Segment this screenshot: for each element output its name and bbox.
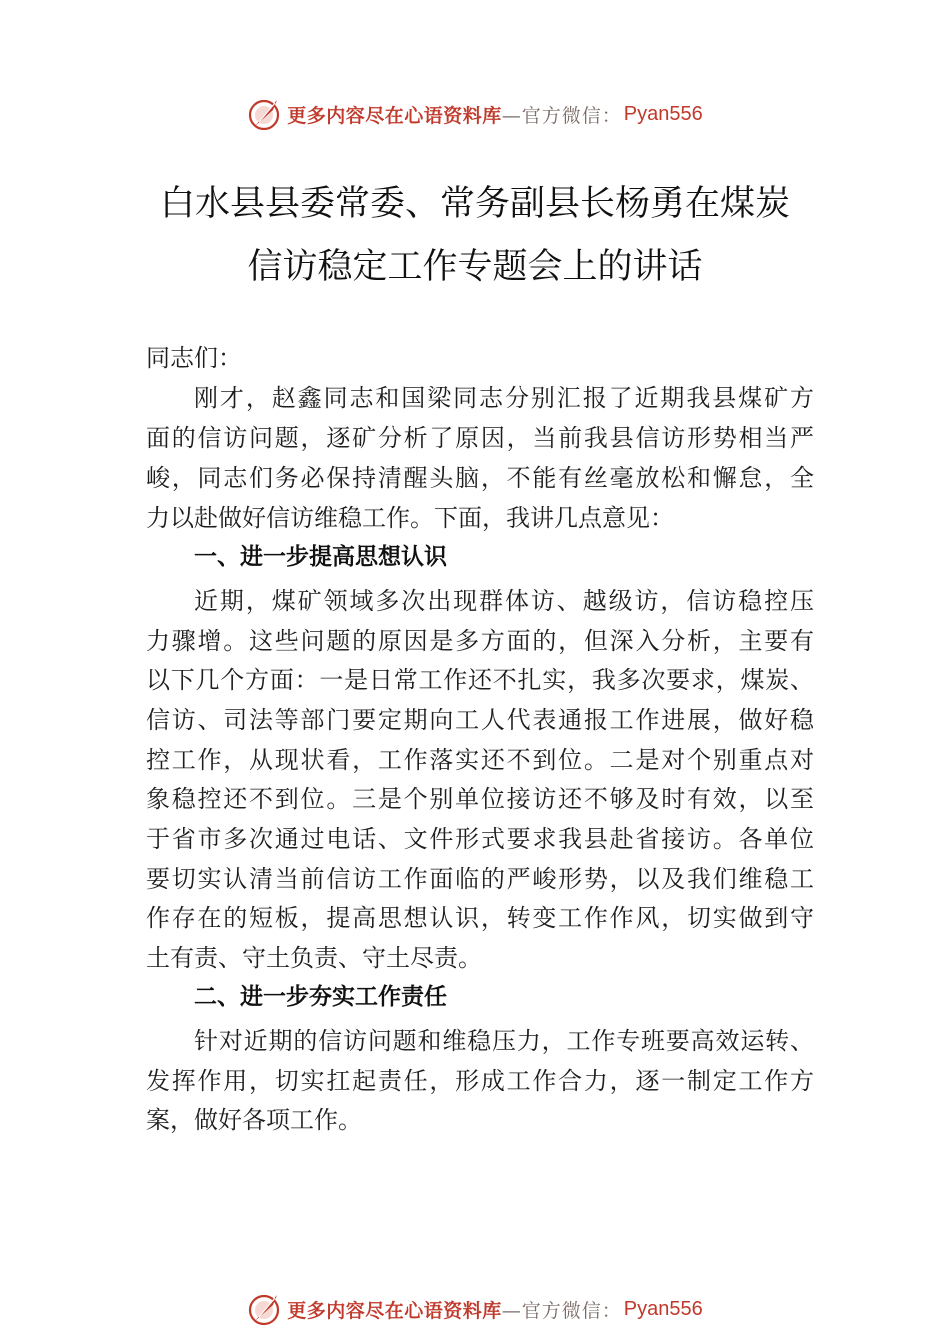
paragraph-line: 土有责、守土负责、守土尽责。: [146, 944, 482, 972]
paragraph-line: 峻，同志们务必保持清醒头脑，不能有丝毫放松和懈怠，全: [146, 464, 814, 492]
section-heading-1: 一、进一步提高思想认识: [194, 544, 447, 570]
paragraph-line: 力骤增。这些问题的原因是多方面的，但深入分析，主要有: [146, 627, 814, 655]
document-title-line-1: 白水县县委常委、常务副县长杨勇在煤炭: [159, 184, 790, 224]
paragraph-line: 针对近期的信访问题和维稳压力，工作专班要高效运转、: [194, 1027, 814, 1055]
paragraph-line: 要切实认清当前信访工作面临的严峻形势，以及我们维稳工: [146, 865, 814, 893]
header-banner: [0, 94, 950, 134]
paragraph-line: 信访、司法等部门要定期向工人代表通报工作进展，做好稳: [146, 706, 814, 734]
paragraph-line: 刚才，赵鑫同志和国梁同志分别汇报了近期我县煤矿方: [194, 384, 814, 412]
banner-sub-text: —官方微信：: [501, 104, 622, 127]
paragraph-line: 力以赴做好信访维稳工作。下面，我讲几点意见：: [146, 504, 674, 532]
banner-wechat-id: Pyan556: [623, 102, 703, 125]
paragraph-line: 面的信访问题，逐矿分析了原因，当前我县信访形势相当严: [146, 424, 814, 452]
paragraph-line: 象稳控还不到位。三是个别单位接访还不够及时有效，以至: [146, 785, 814, 813]
paragraph-line: 控工作，从现状看，工作落实还不到位。二是对个别重点对: [146, 746, 814, 774]
paragraph-line: 近期，煤矿领域多次出现群体访、越级访，信访稳控压: [194, 587, 814, 615]
footer-banner: [0, 1289, 950, 1329]
paragraph-line: 作存在的短板，提高思想认识，转变工作作风，切实做到守: [146, 904, 814, 932]
paragraph-line: 案，做好各项工作。: [146, 1106, 362, 1134]
banner-main-text: 更多内容尽在心语资料库: [287, 1299, 502, 1322]
banner-sub-text: —官方微信：: [501, 1299, 622, 1322]
banner-wechat-id: Pyan556: [623, 1297, 703, 1320]
quill-seal-icon: [247, 96, 283, 132]
banner-main-text: 更多内容尽在心语资料库: [287, 104, 502, 127]
section-heading-2: 二、进一步夯实工作责任: [194, 984, 447, 1010]
greeting: 同志们：: [146, 344, 242, 372]
quill-seal-icon: [247, 1291, 283, 1327]
document-title-line-2: 信访稳定工作专题会上的讲话: [247, 247, 703, 287]
paragraph-line: 于省市多次通过电话、文件形式要求我县赴省接访。各单位: [146, 825, 814, 853]
paragraph-line: 发挥作用，切实扛起责任，形成工作合力，逐一制定工作方: [146, 1067, 814, 1095]
paragraph-line: 以下几个方面：一是日常工作还不扎实，我多次要求，煤炭、: [146, 666, 814, 694]
